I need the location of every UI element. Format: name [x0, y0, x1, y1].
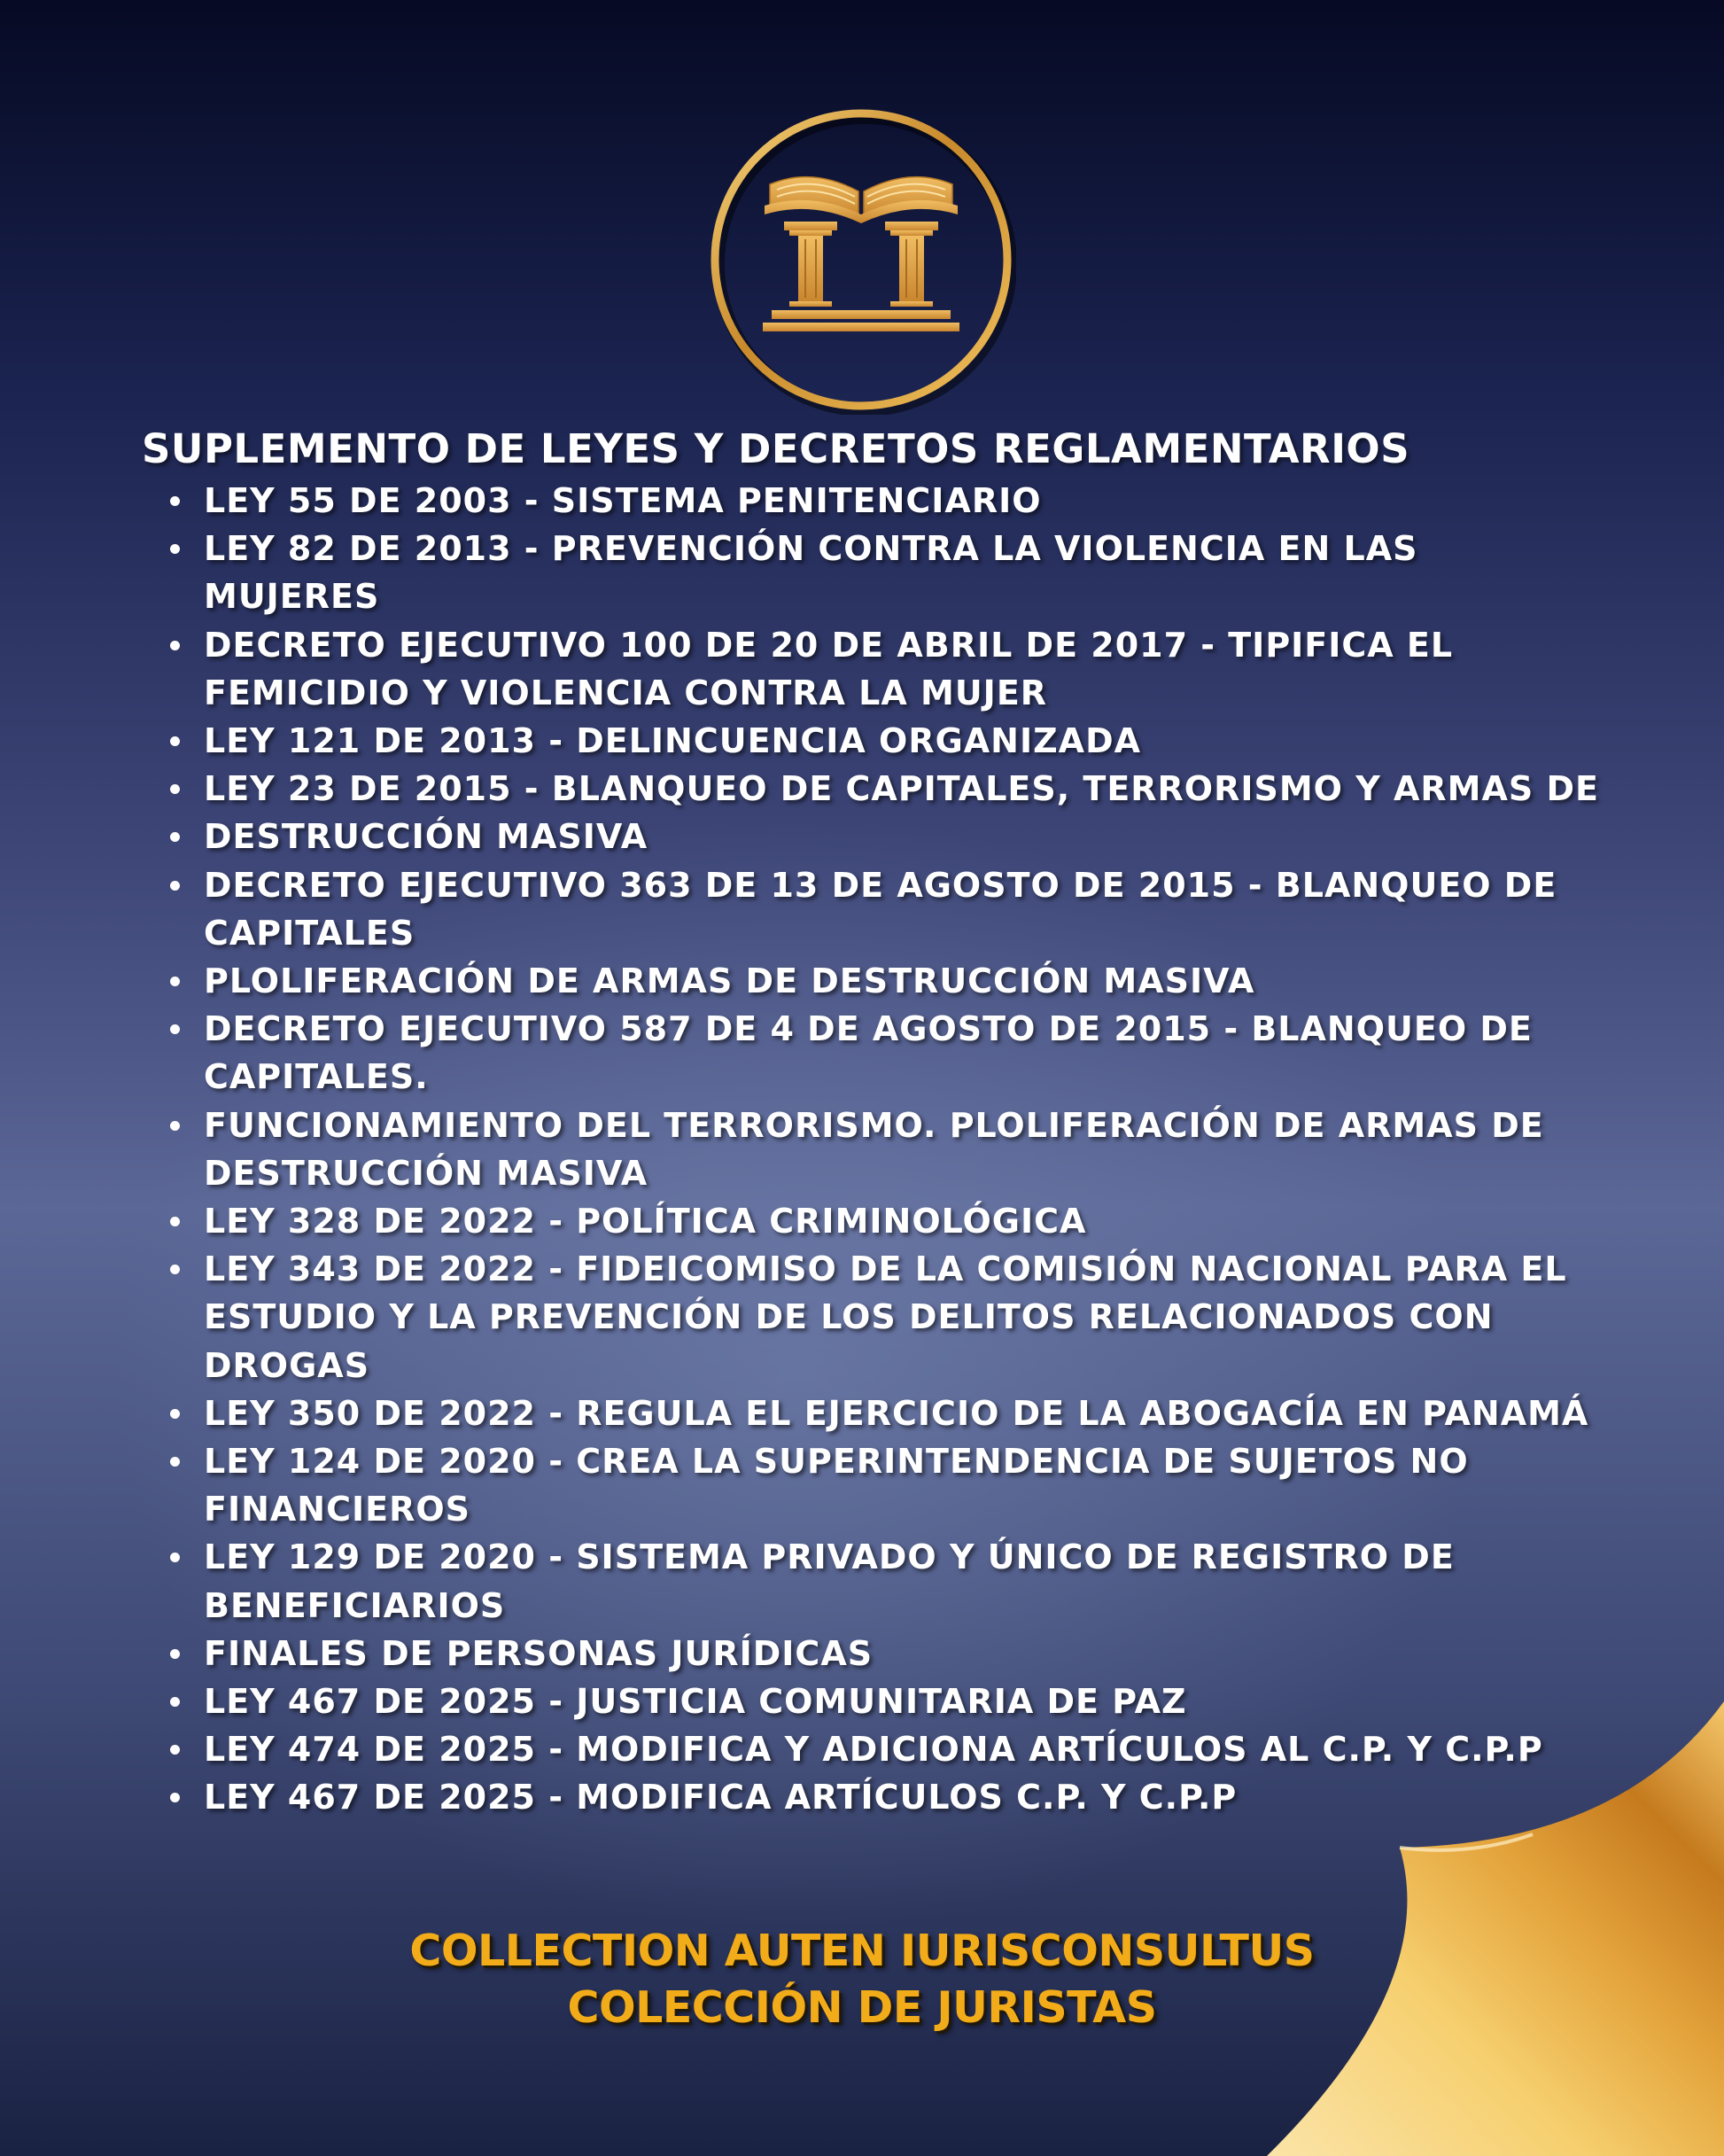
document-body: [142, 424, 1599, 1822]
footer-line-2: COLECCIÓN DE JURISTAS: [567, 1982, 1157, 2033]
list-item: LEY 55 DE 2003 - SISTEMA PENITENCIARIO: [204, 477, 1595, 525]
list-item: LEY 328 DE 2022 - POLÍTICA CRIMINOLÓGICA: [204, 1197, 1595, 1245]
list-item: PLOLIFERACIÓN DE ARMAS DE DESTRUCCIÓN MASIVA: [204, 957, 1595, 1005]
list-item: LEY 467 DE 2025 - MODIFICA ARTÍCULOS C.P. Y C.P.P: [204, 1773, 1595, 1821]
book-columns-logo-icon: [706, 105, 1016, 415]
list-item: DESTRUCCIÓN MASIVA: [204, 813, 1595, 860]
list-item: LEY 121 DE 2013 - DELINCUENCIA ORGANIZADA: [204, 717, 1595, 765]
list-item: DECRETO EJECUTIVO 100 DE 20 DE ABRIL DE 2017 - TIPIFICA EL FEMICIDIO Y VIOLENCIA CONTRA LA MUJER: [204, 621, 1595, 717]
list-item: LEY 467 DE 2025 - JUSTICIA COMUNITARIA DE PAZ: [204, 1677, 1595, 1725]
page-title: SUPLEMENTO DE LEYES Y DECRETOS REGLAMENTARIOS: [142, 425, 1410, 472]
law-list: [142, 477, 1599, 1822]
list-item: LEY 474 DE 2025 - MODIFICA Y ADICIONA ARTÍCULOS AL C.P. Y C.P.P: [204, 1725, 1595, 1773]
footer-line-1: COLLECTION AUTEN IURISCONSULTUS: [409, 1926, 1315, 1976]
list-item: DECRETO EJECUTIVO 587 DE 4 DE AGOSTO DE 2015 - BLANQUEO DE CAPITALES.: [204, 1005, 1595, 1101]
list-item: LEY 129 DE 2020 - SISTEMA PRIVADO Y ÚNICO DE REGISTRO DE BENEFICIARIOS: [204, 1533, 1595, 1629]
list-item: FUNCIONAMIENTO DEL TERRORISMO. PLOLIFERACIÓN DE ARMAS DE DESTRUCCIÓN MASIVA: [204, 1101, 1595, 1197]
list-item: LEY 350 DE 2022 - REGULA EL EJERCICIO DE LA ABOGACÍA EN PANAMÁ: [204, 1389, 1595, 1437]
list-item: DECRETO EJECUTIVO 363 DE 13 DE AGOSTO DE 2015 - BLANQUEO DE CAPITALES: [204, 861, 1595, 957]
page-curl-icon: [1267, 1701, 1724, 2156]
list-item: LEY 23 DE 2015 - BLANQUEO DE CAPITALES, TERRORISMO Y ARMAS DE: [204, 765, 1595, 813]
list-item: LEY 124 DE 2020 - CREA LA SUPERINTENDENCIA DE SUJETOS NO FINANCIEROS: [204, 1437, 1595, 1533]
list-item: LEY 343 DE 2022 - FIDEICOMISO DE LA COMISIÓN NACIONAL PARA EL ESTUDIO Y LA PREVENCIÓN DE LOS DELITOS RELACIONADOS CON DROGAS: [204, 1245, 1595, 1389]
list-item: LEY 82 DE 2013 - PREVENCIÓN CONTRA LA VIOLENCIA EN LAS MUJERES: [204, 525, 1595, 620]
list-item: FINALES DE PERSONAS JURÍDICAS: [204, 1630, 1595, 1677]
